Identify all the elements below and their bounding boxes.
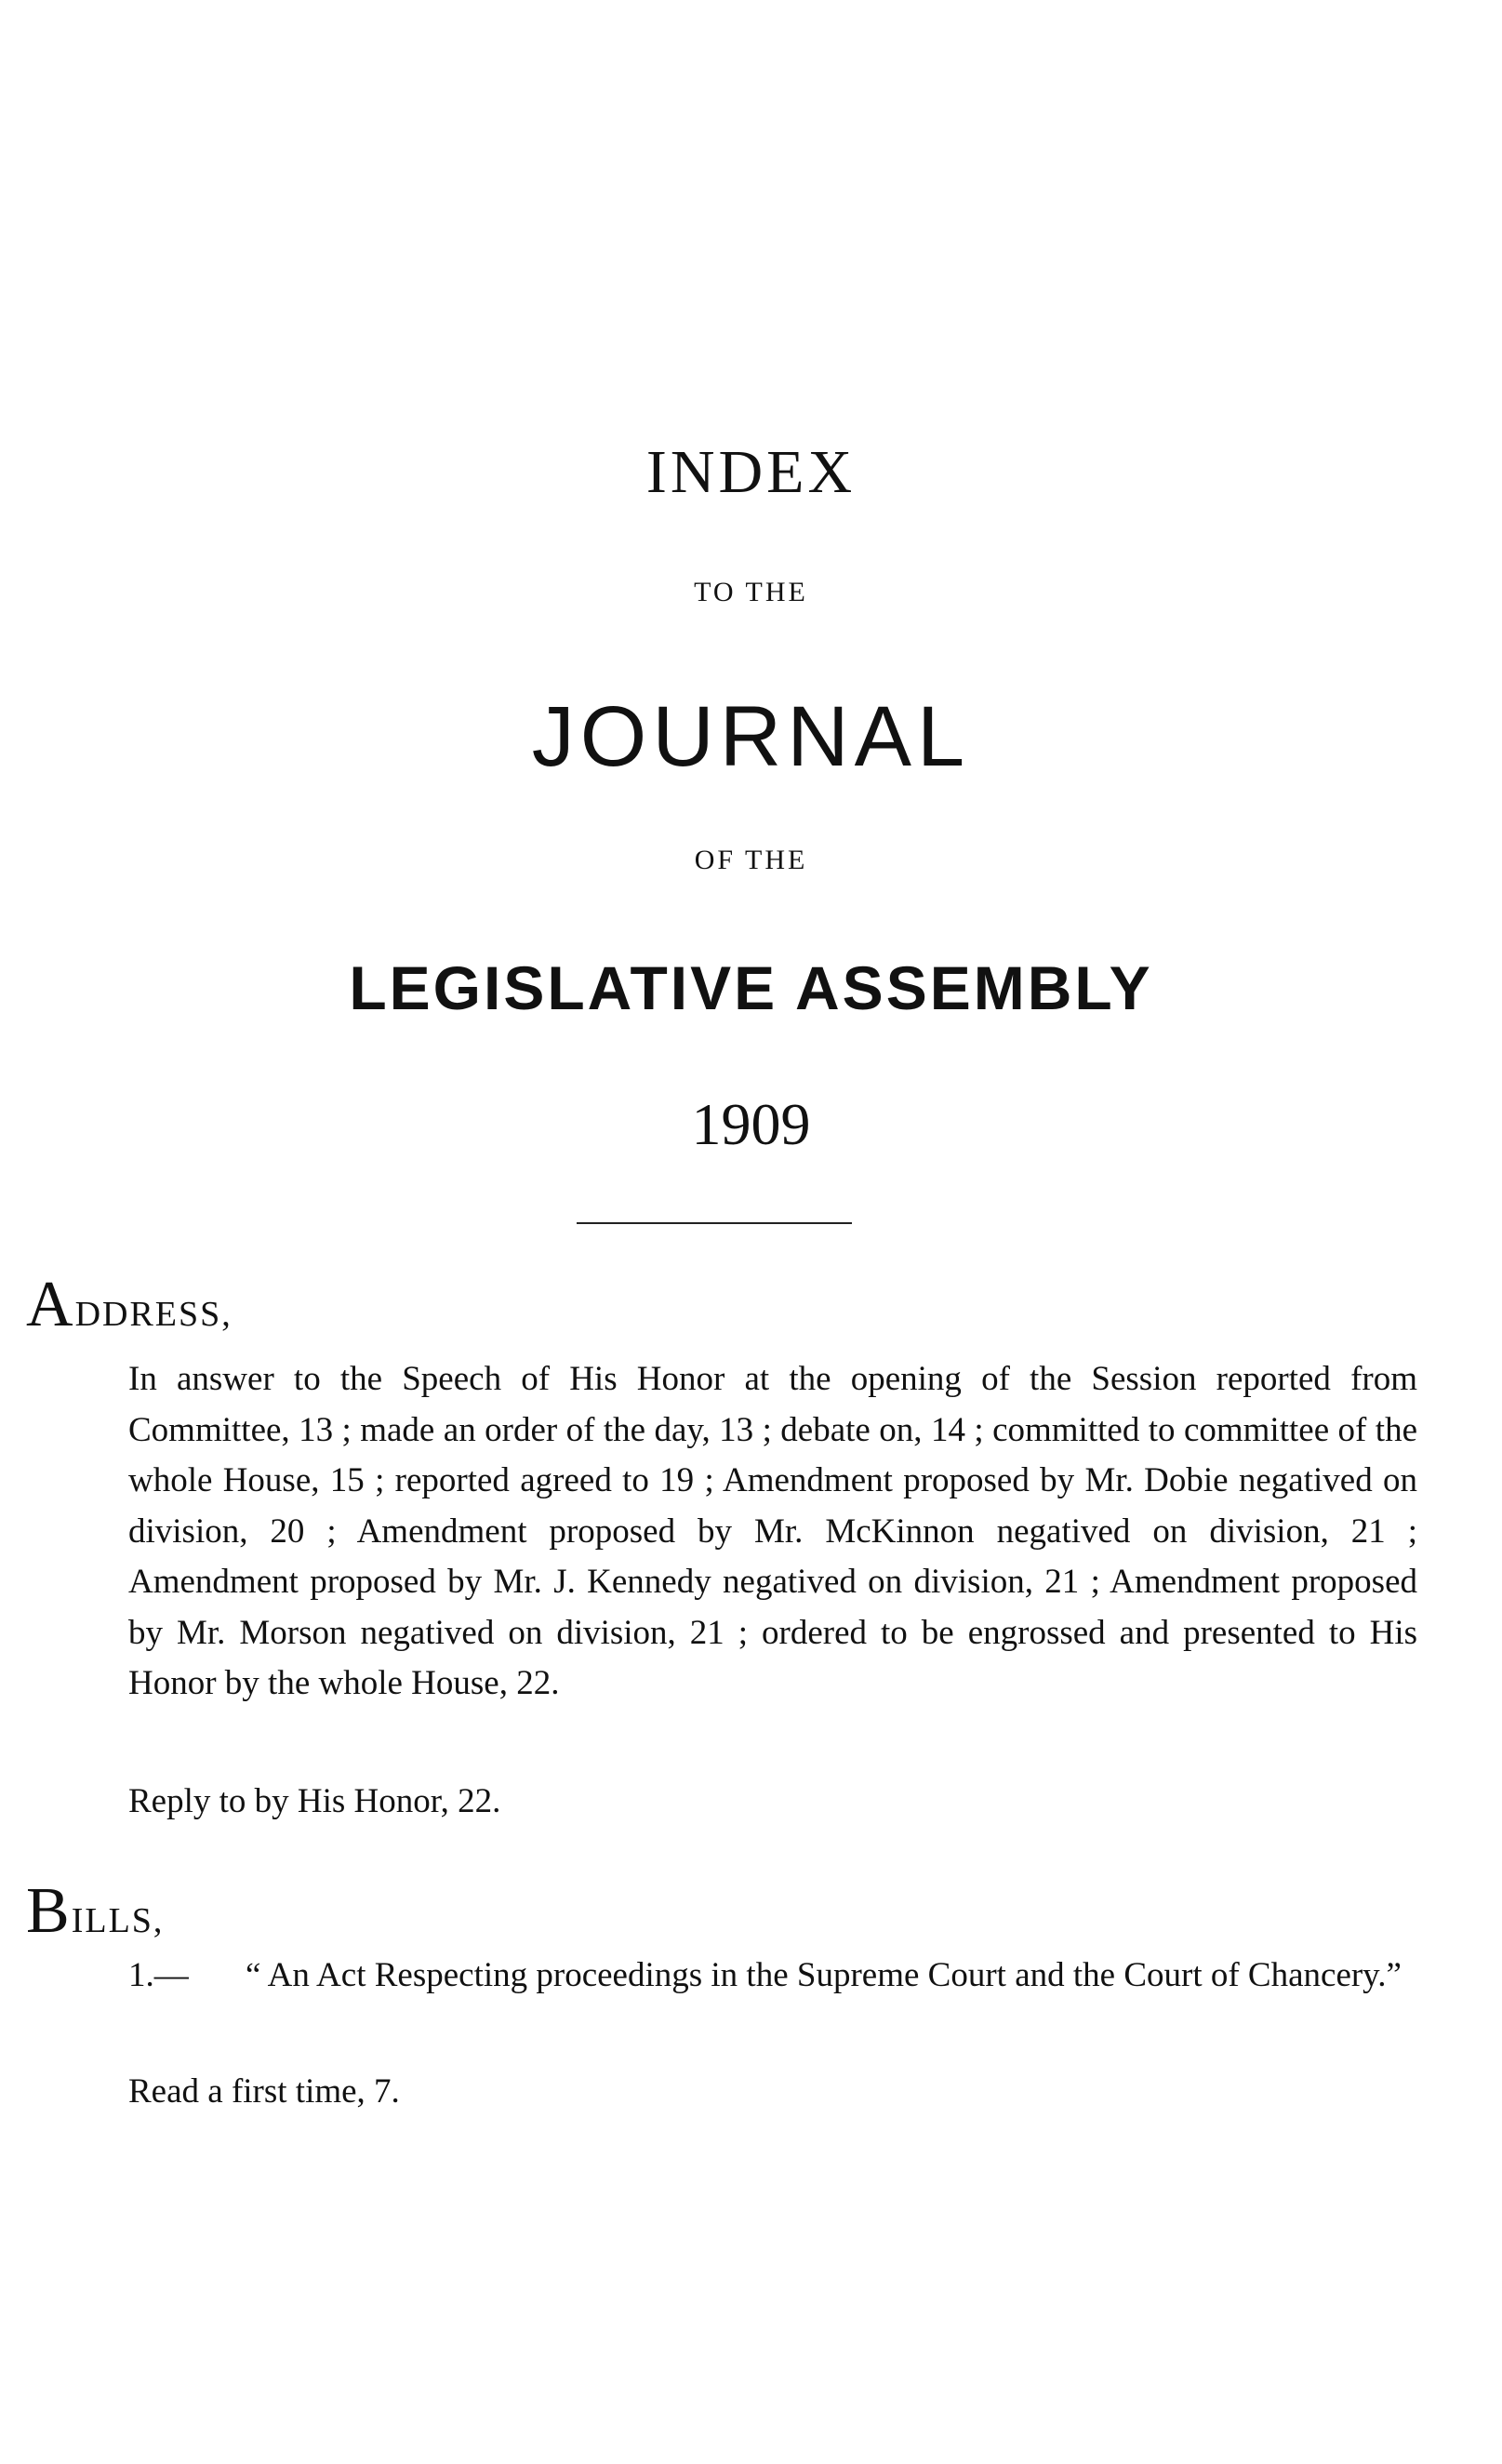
bills-initial: B (26, 1875, 72, 1947)
section-heading-bills (26, 1875, 165, 1947)
address-reply-text: Reply to by His Honor, 22. (128, 1782, 501, 1820)
address-initial: A (26, 1269, 75, 1340)
address-entry-text: In answer to the Speech of His Honor at the opening of the Session reported from Committee, 13 ; made an order of the day, 13 ; debate on, 14 ; committed to committee of the whole House, 15 ; reported agreed to 19 ; Amendment proposed by Mr. Dobie negatived on division, 20 ; Amendment proposed by Mr. McKinnon negatived on division, 21 ; Amendment proposed by Mr. J. Kennedy negatived on division, 21 ; Amendment proposed by Mr. Morson negatived on division, 21 ; ordered to be engrossed and presented to His Honor by the whole House, 22. (128, 1360, 1417, 1702)
bill-number: 1.— (128, 1956, 189, 1994)
title-divider (577, 1222, 852, 1224)
to-the-subtitle: TO THE (694, 577, 808, 607)
journal-title: JOURNAL (531, 689, 971, 784)
bill-entry (128, 1951, 1417, 2002)
of-the-subtitle: OF THE (694, 845, 808, 875)
bills-heading-rest: ILLS, (71, 1901, 165, 1940)
section-heading-address (26, 1269, 233, 1340)
index-title: INDEX (645, 438, 857, 506)
address-heading-rest: DDRESS, (74, 1295, 233, 1334)
year-title: 1909 (691, 1091, 811, 1157)
assembly-title: LEGISLATIVE ASSEMBLY (349, 953, 1153, 1022)
bill-title: “ An Act Respecting proceedings in the Supreme Court and the Court of Chancery.” (246, 1956, 1402, 1994)
bill-reading-note: Read a first time, 7. (128, 2072, 400, 2111)
